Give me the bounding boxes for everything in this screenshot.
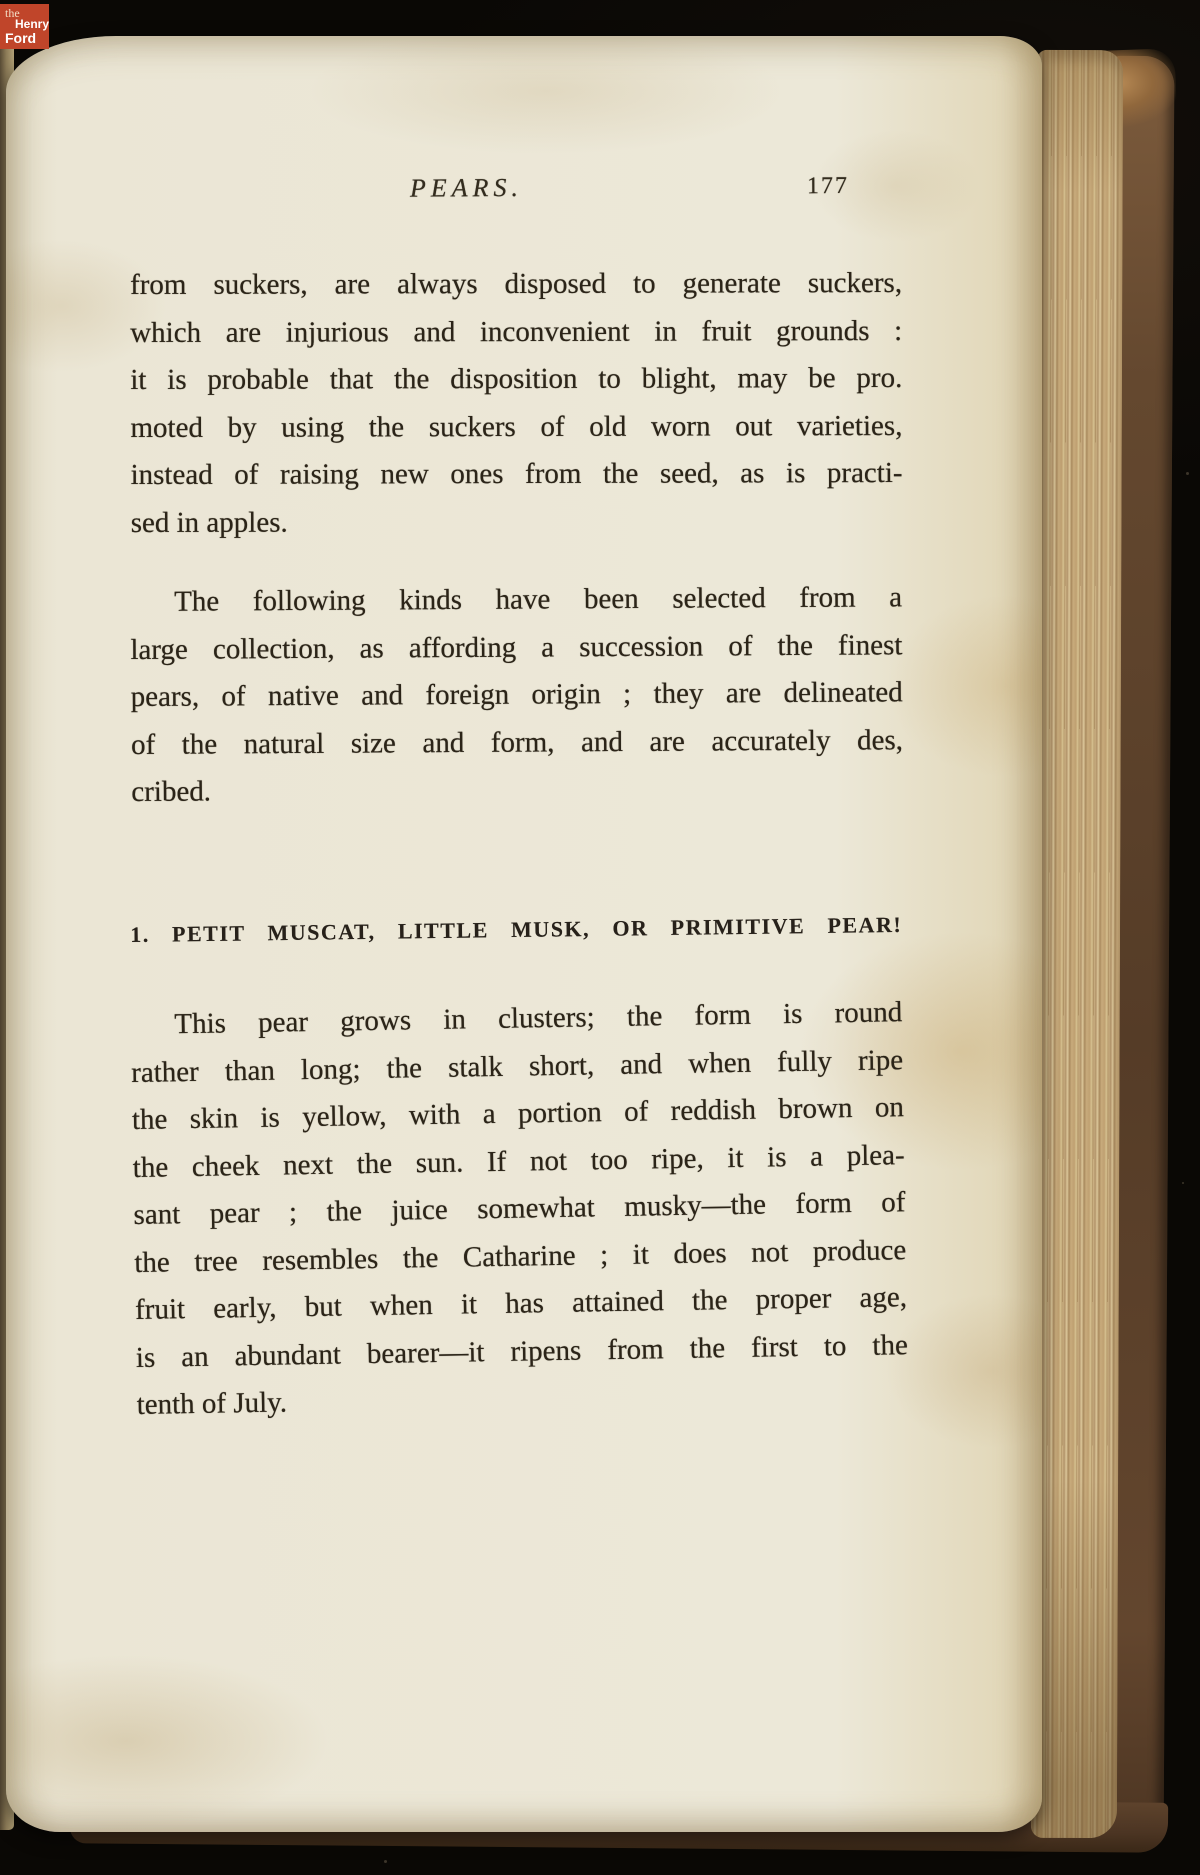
- text-line: The following kinds have been selected from a: [174, 581, 903, 618]
- text-line: pears, of native and foreign origin ; they are delineated: [130, 676, 903, 713]
- logo-word-henry: Henry: [15, 17, 50, 31]
- text-line: large collection, as affording a succession of the finest: [130, 628, 903, 666]
- page-block-fore-edge: [1031, 50, 1123, 1838]
- text-line: from suckers, are always disposed to generate suckers,: [130, 266, 903, 301]
- text-line: This pear grows in clusters; the form is round: [174, 996, 903, 1041]
- dust-speck: [384, 1860, 387, 1863]
- scanned-book-page: [6, 36, 1042, 1832]
- paragraph-suckers: [130, 260, 903, 547]
- logo-word-the: the: [5, 6, 20, 20]
- page-number: 177: [806, 172, 850, 200]
- henry-ford-museum-logo: [0, 4, 49, 49]
- text-line: the skin is yellow, with a portion of reddish brown on: [131, 1091, 905, 1136]
- text-line: tenth of July.: [136, 1386, 288, 1421]
- logo-word-ford: Ford: [5, 30, 37, 46]
- text-line: fruit early, but when it has attained the proper age,: [134, 1281, 908, 1326]
- paragraph-petit-muscat-description: [130, 989, 909, 1429]
- text-line: sed in apples.: [130, 506, 288, 539]
- running-title: PEARS.: [409, 172, 524, 203]
- text-line: it is probable that the disposition to blight, may be pro.: [130, 361, 903, 396]
- text-line: moted by using the suckers of old worn out varieties,: [130, 409, 903, 444]
- text-line: of the natural size and form, and are accurately des,: [130, 723, 904, 761]
- page-header: [130, 171, 902, 216]
- text-line: the cheek next the sun. If not too ripe, it is a plea-: [132, 1138, 905, 1184]
- text-line: is an abundant bearer—it ripens from the first to the: [135, 1328, 909, 1374]
- text-line: sant pear ; the juice somewhat musky—the form of: [133, 1186, 906, 1231]
- text-line: instead of raising new ones from the seed, as is practi-: [130, 456, 903, 491]
- text-line: cribed.: [131, 775, 212, 808]
- paragraph-selection: [130, 574, 903, 816]
- section-heading-petit-muscat: 1. PETIT MUSCAT, LITTLE MUSK, OR PRIMITIVE PEAR!: [130, 911, 903, 947]
- text-line: the tree resembles the Catharine ; it does not produce: [134, 1233, 907, 1279]
- text-line: rather than long; the stalk short, and when fully ripe: [130, 1043, 904, 1089]
- dust-speck: [1182, 1182, 1184, 1184]
- dust-speck: [1186, 472, 1189, 475]
- text-line: which are injurious and inconvenient in fruit grounds :: [130, 314, 903, 349]
